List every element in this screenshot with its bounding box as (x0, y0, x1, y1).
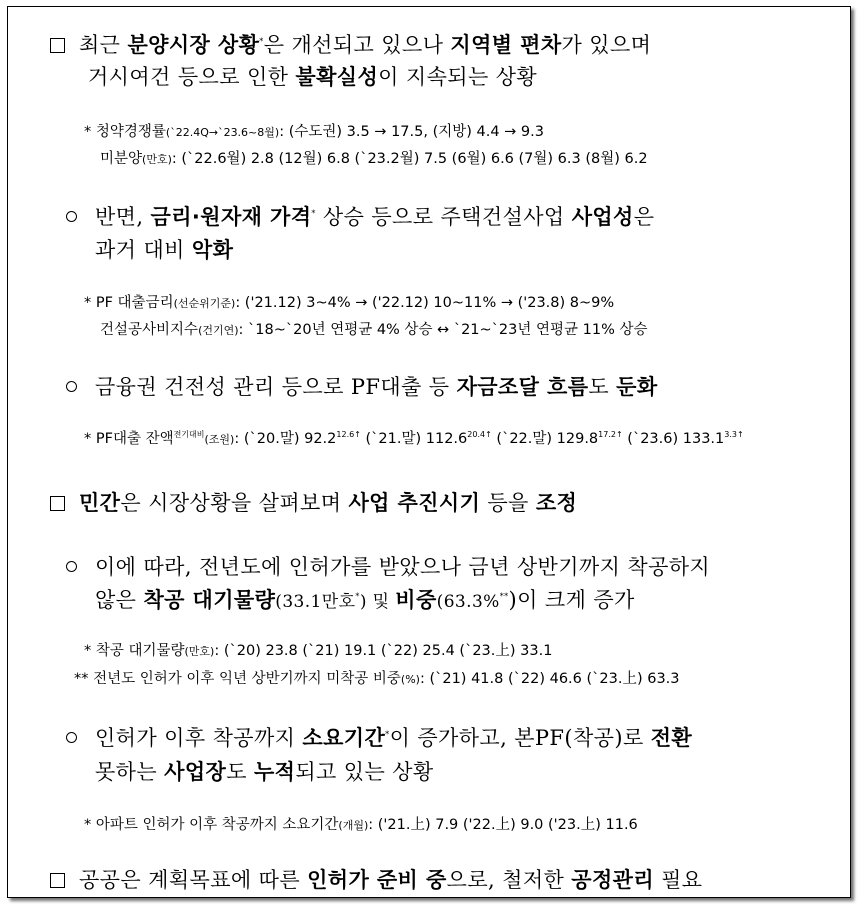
document-page (7, 6, 851, 898)
circle-bullet-icon (66, 211, 77, 222)
bullet-line-public-sector: 공공은 계획목표에 따른 인허가 준비 중으로, 철저한 공정관리 필요 (50, 864, 703, 894)
bullet-line-market-status-cont: 거시여건 등으로 인한 불확실성이 지속되는 상황 (88, 65, 538, 89)
circle-line-pending-starts-cont: 않은 착공 대기물량(33.1만호*) 및 비중(63.3%**)이 크게 증가 (95, 588, 635, 612)
bullet-line-private-sector: 민간은 시장상황을 살펴보며 사업 추진시기 등을 조정 (50, 487, 577, 517)
note-apartment-lead-time: * 아파트 인허가 이후 착공까지 소요기간(개월): ('21.上) 7.9 ('22.上) 9.0 ('23.上) 11.6 (84, 817, 638, 833)
note-pf-rate: * PF 대출금리(선순위기준): ('21.12) 3~4% → ('22.12) 10~11% → ('23.8) 8~9% (84, 295, 615, 311)
square-bullet-icon (50, 873, 65, 888)
circle-line-profitability-cont: 과거 대비 악화 (95, 238, 234, 262)
note-construction-cost-index: 건설공사비지수(건기연): `18~`20년 연평균 4% 상승 ↔ `21~`23년 연평균 11% 상승 (100, 322, 648, 338)
bullet-line-market-status: 최근 분양시장 상황*은 개선되고 있으나 지역별 편차가 있으며 (50, 29, 651, 59)
note-unstarted-ratio: ** 전년도 인허가 이후 익년 상반기까지 미착공 비중(%): (`21) 41.8 (`22) 46.6 (`23.上) 63.3 (74, 671, 680, 687)
note-subscription-competition: * 청약경쟁률(`22.4Q→`23.6~8월): (수도권) 3.5 → 17.5, (지방) 4.4 → 9.3 (84, 124, 544, 140)
circle-line-lead-time-cont: 못하는 사업장도 누적되고 있는 상황 (95, 760, 434, 784)
circle-bullet-icon (66, 732, 77, 743)
note-pf-balance: * PF대출 잔액$^{전기대비}$(조원): (`20.말) $92.2^{12.6↑}$ (`21.말) $112.6^{20.4↑}$ (`22.말) $129.8^{17.2↑}$ (`23.6) $133.1^{3.3↑}$ (84, 430, 744, 447)
circle-bullet-icon (66, 381, 77, 392)
circle-line-pending-starts: 이에 따라, 전년도에 인허가를 받았으나 금년 상반기까지 착공하지 (66, 551, 710, 581)
square-bullet-icon (50, 38, 65, 53)
note-unsold-housing: 미분양(만호): (`22.6월) 2.8 (12월) 6.8 (`23.2월) 7.5 (6월) 6.6 (7월) 6.3 (8월) 6.2 (100, 151, 648, 167)
square-bullet-icon (50, 496, 65, 511)
note-pending-volume: * 착공 대기물량(만호): (`20) 23.8 (`21) 19.1 (`22) 25.4 (`23.上) 33.1 (84, 643, 553, 659)
circle-line-financing: 금융권 건전성 관리 등으로 PF대출 등 자금조달 흐름도 둔화 (66, 371, 658, 401)
circle-bullet-icon (66, 561, 77, 572)
circle-line-profitability: 반면, 금리·원자재 가격* 상승 등으로 주택건설사업 사업성은 (66, 201, 654, 231)
circle-line-lead-time: 인허가 이후 착공까지 소요기간*이 증가하고, 본PF(착공)로 전환 (66, 722, 692, 752)
